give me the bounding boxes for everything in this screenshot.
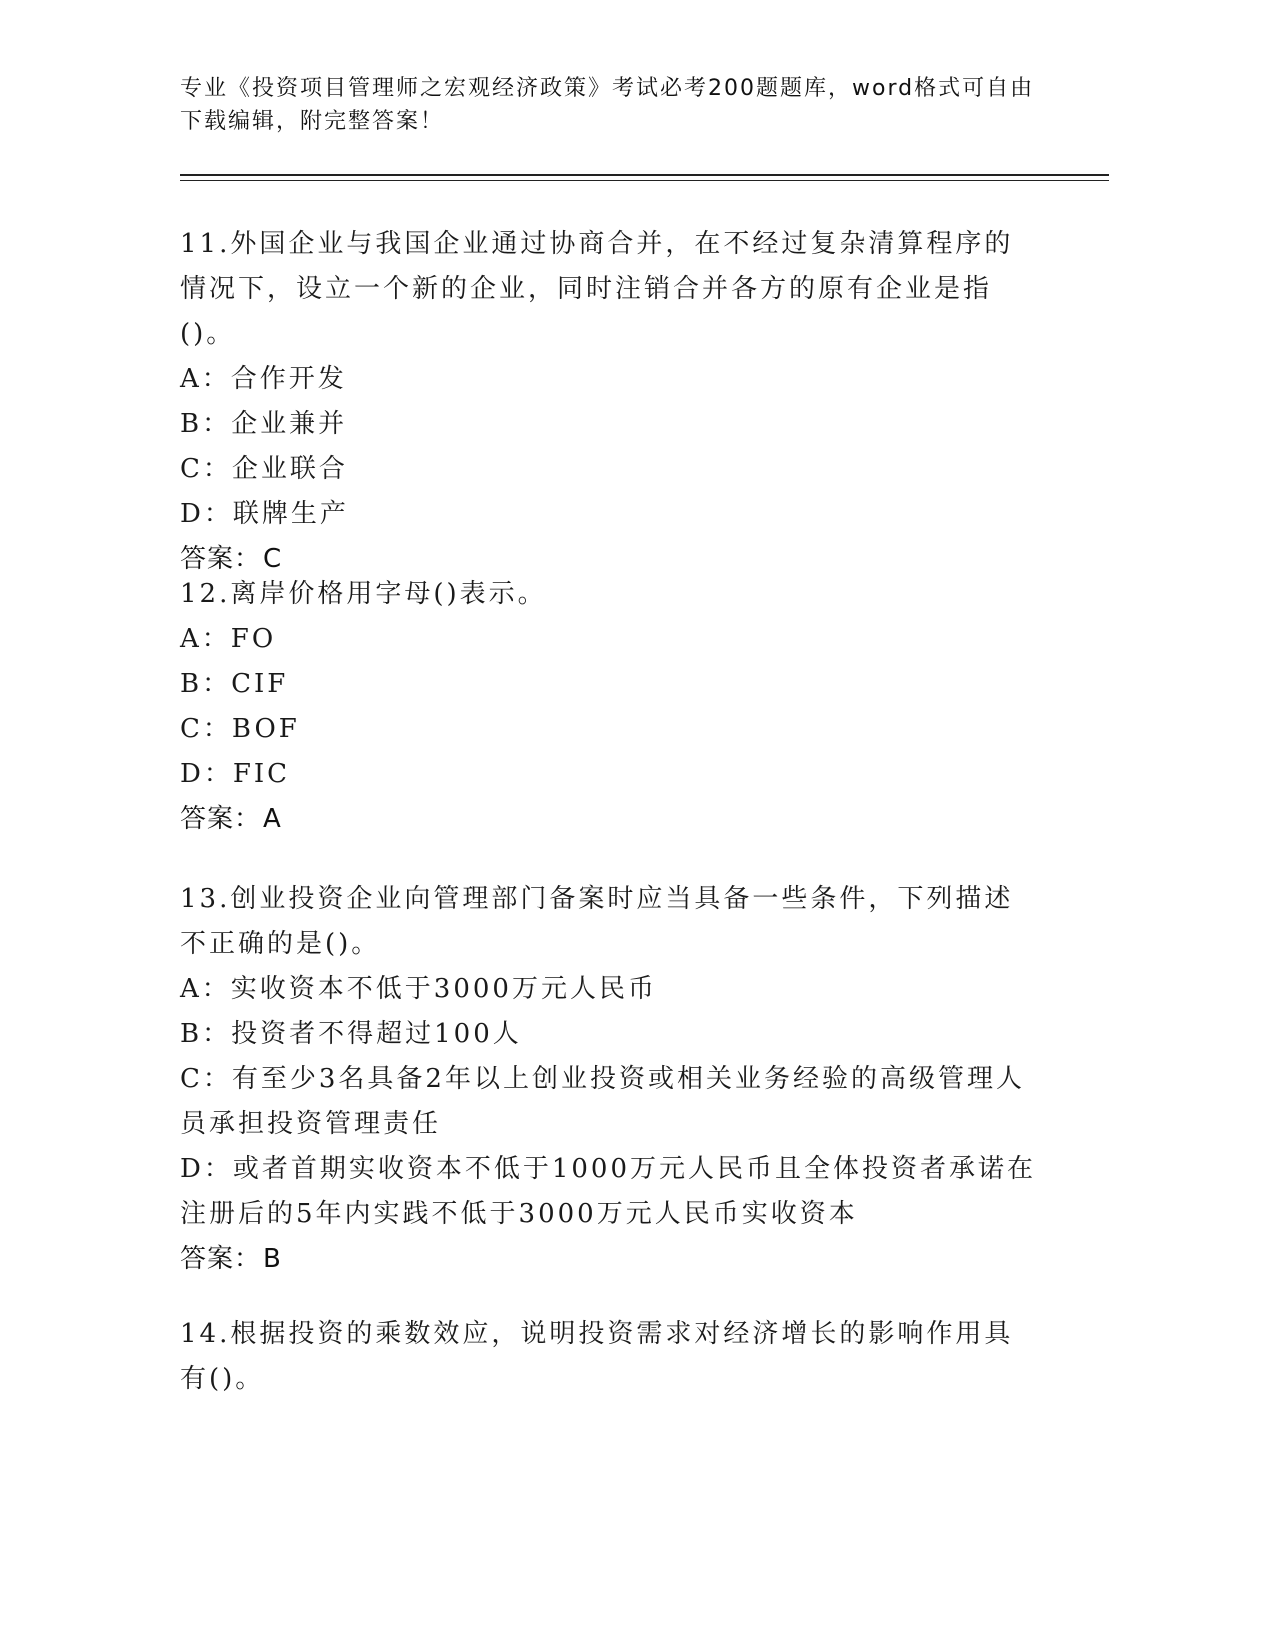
- question-stem: 14.根据投资的乘数效应，说明投资需求对经济增长的影响作用具有()。: [180, 1319, 1014, 1394]
- answer-value: C: [263, 544, 283, 574]
- question-stem: 11.外国企业与我国企业通过协商合并，在不经过复杂清算程序的情况下，设立一个新的企业，同时注销合并各方的原有企业是指()。: [180, 229, 1014, 349]
- question-12: [180, 572, 1040, 842]
- answer-value: A: [263, 804, 282, 834]
- question-11: [180, 222, 1040, 582]
- option-d: D：联牌生产: [180, 499, 349, 529]
- question-13: [180, 877, 1040, 1282]
- option-d: D：或者首期实收资本不低于1000万元人民币且全体投资者承诺在注册后的5年内实践不低于3000万元人民币实收资本: [180, 1154, 1037, 1229]
- header-divider-thin: [180, 180, 1109, 181]
- answer-line: [180, 797, 1040, 842]
- option-d: D：FIC: [180, 759, 291, 789]
- option-a: A：FO: [180, 624, 277, 654]
- question-stem: 13.创业投资企业向管理部门备案时应当具备一些条件，下列描述不正确的是()。: [180, 884, 1014, 959]
- answer-line: [180, 1237, 1040, 1282]
- question-14: [180, 1312, 1040, 1402]
- answer-value: B: [263, 1244, 282, 1274]
- question-stem: 12.离岸价格用字母()表示。: [180, 579, 547, 609]
- option-c: C：有至少3名具备2年以上创业投资或相关业务经验的高级管理人员承担投资管理责任: [180, 1064, 1025, 1139]
- option-b: B：企业兼并: [180, 409, 348, 439]
- option-a: A：实收资本不低于3000万元人民币: [180, 974, 657, 1004]
- header-divider-thick: [180, 174, 1109, 176]
- answer-label: 答案：: [180, 804, 262, 834]
- option-b: B：CIF: [180, 669, 289, 699]
- answer-label: 答案：: [180, 1244, 262, 1274]
- answer-label: 答案：: [180, 544, 262, 574]
- option-a: A：合作开发: [180, 364, 347, 394]
- document-header: 专业《投资项目管理师之宏观经济政策》考试必考200题题库，word格式可自由下载编辑，附完整答案！: [180, 76, 1035, 134]
- option-c: C：BOF: [180, 714, 300, 744]
- option-c: C：企业联合: [180, 454, 348, 484]
- option-b: B：投资者不得超过100人: [180, 1019, 522, 1049]
